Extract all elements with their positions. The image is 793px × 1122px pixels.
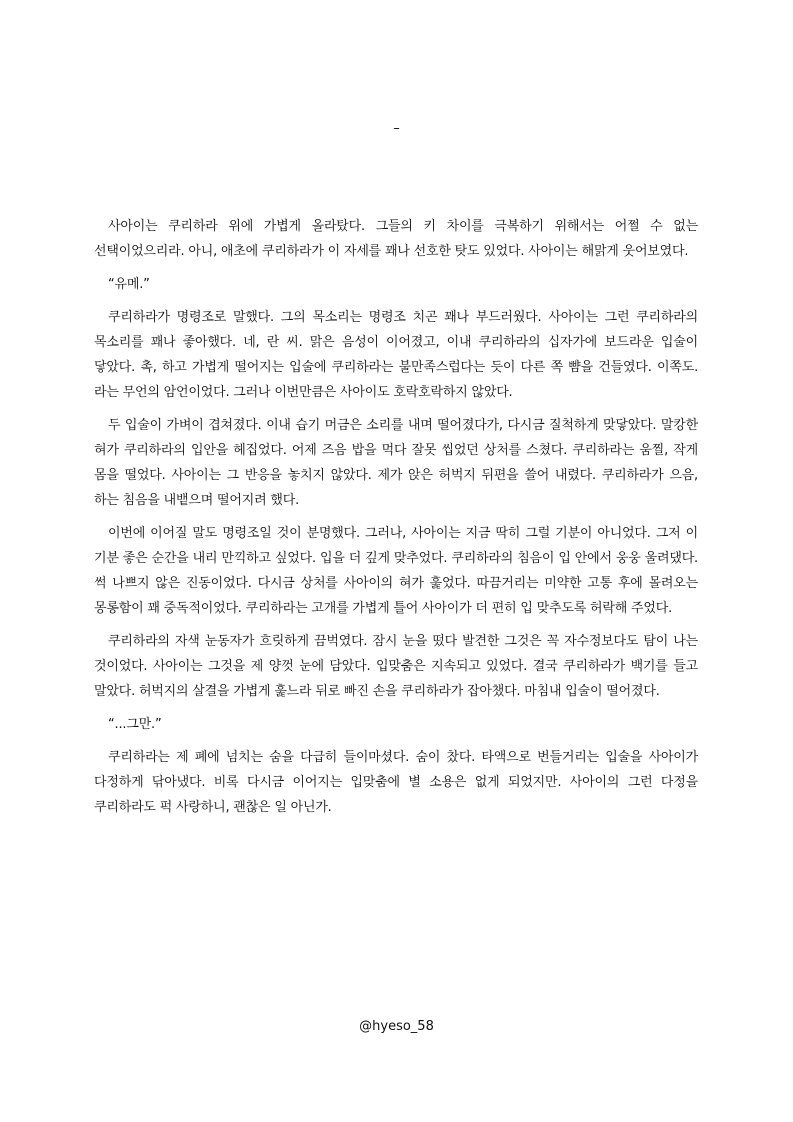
paragraph: 쿠리하라가 명령조로 말했다. 그의 목소리는 명령조 치곤 꽤나 부드러웠다. 사아이는 그런 쿠리하라의 목소리를 꽤나 좋아했다. 네, 란 씨. 맑은 음성이 이어졌고, 이내 쿠리하라의 십자가에 보드라운 입술이 닿았다. 촉, 하고 가볍게 떨어지는 입술에 쿠리하라는 불만족스럽다는 듯이 다른 쪽 뺨을 건들였다. 이쪽도. 라는 무언의 암언이었다. 그러나 이번만큼은 사아이도 호락호락하지 않았다. [94, 310, 698, 400]
paragraph: 이번에 이어질 말도 명령조일 것이 분명했다. 그러나, 사아이는 지금 딱히 그럴 기분이 아니었다. 그저 이 기분 좋은 순간을 내리 만끽하고 싶었다. 입을 더 깊게 맞추었다. 쿠리하라의 침음이 입 안에서 웅웅 울려댔다. 썩 나쁘지 않은 진동이었다. 다시금 상처를 사아이의 혀가 훑었다. 따끔거리는 미약한 고통 후에 몰려오는 몽롱함이 꽤 중독적이었다. 쿠리하라는 고개를 가볍게 틀어 사아이가 더 편히 입 맞추도록 허락해 주었다. [94, 526, 698, 616]
paragraph: 쿠리하라는 제 폐에 넘치는 숨을 다급히 들이마셨다. 숨이 찼다. 타액으로 번들거리는 입술을 사아이가 다정하게 닦아냈다. 비록 다시금 이어지는 입맞춤에 별 소용은 없게 되었지만. 사아이의 그런 다정을 쿠리하라도 퍽 사랑하니, 괜찮은 일 아닌가. [94, 750, 698, 815]
paragraph: 사아이는 쿠리하라 위에 가볍게 올라탔다. 그들의 키 차이를 극복하기 위해서는 어쩔 수 없는 선택이었으리라. 아니, 애초에 쿠리하라가 이 자세를 꽤나 선호한 탓도 있었다. 사아이는 해맑게 웃어보였다. [94, 219, 698, 259]
paragraph-dialogue: “유메.” [108, 277, 150, 292]
page-number-mark: – [393, 121, 400, 136]
paragraph: 두 입술이 가벼이 겹쳐졌다. 이내 습기 머금은 소리를 내며 떨어졌다가, 다시금 질척하게 맞닿았다. 말캉한 혀가 쿠리하라의 입안을 헤집었다. 어제 즈음 밥을 먹다 잘못 씹었던 상처를 스쳤다. 쿠리하라는 움찔, 작게 몸을 떨었다. 사아이는 그 반응을 놓치지 않았다. 제가 앉은 허벅지 뒤편을 쓸어 내렸다. 쿠리하라가 으음, 하는 침음을 내뱉으며 떨어지려 했다. [94, 418, 698, 508]
paragraph: 쿠리하라의 자색 눈동자가 흐릿하게 끔벅였다. 잠시 눈을 떴다 발견한 그것은 꼭 자수정보다도 탐이 나는 것이었다. 사아이는 그것을 제 양껏 눈에 담았다. 입맞춤은 지속되고 있었다. 결국 쿠리하라가 백기를 들고 말았다. 허벅지의 살결을 가볍게 훑느라 뒤로 빠진 손을 쿠리하라가 잡아챘다. 마침내 입술이 떨어졌다. [94, 634, 698, 699]
body-text [94, 214, 698, 828]
author-handle: @hyeso_58 [359, 1019, 434, 1034]
paragraph-dialogue: “...그만.” [108, 717, 162, 732]
